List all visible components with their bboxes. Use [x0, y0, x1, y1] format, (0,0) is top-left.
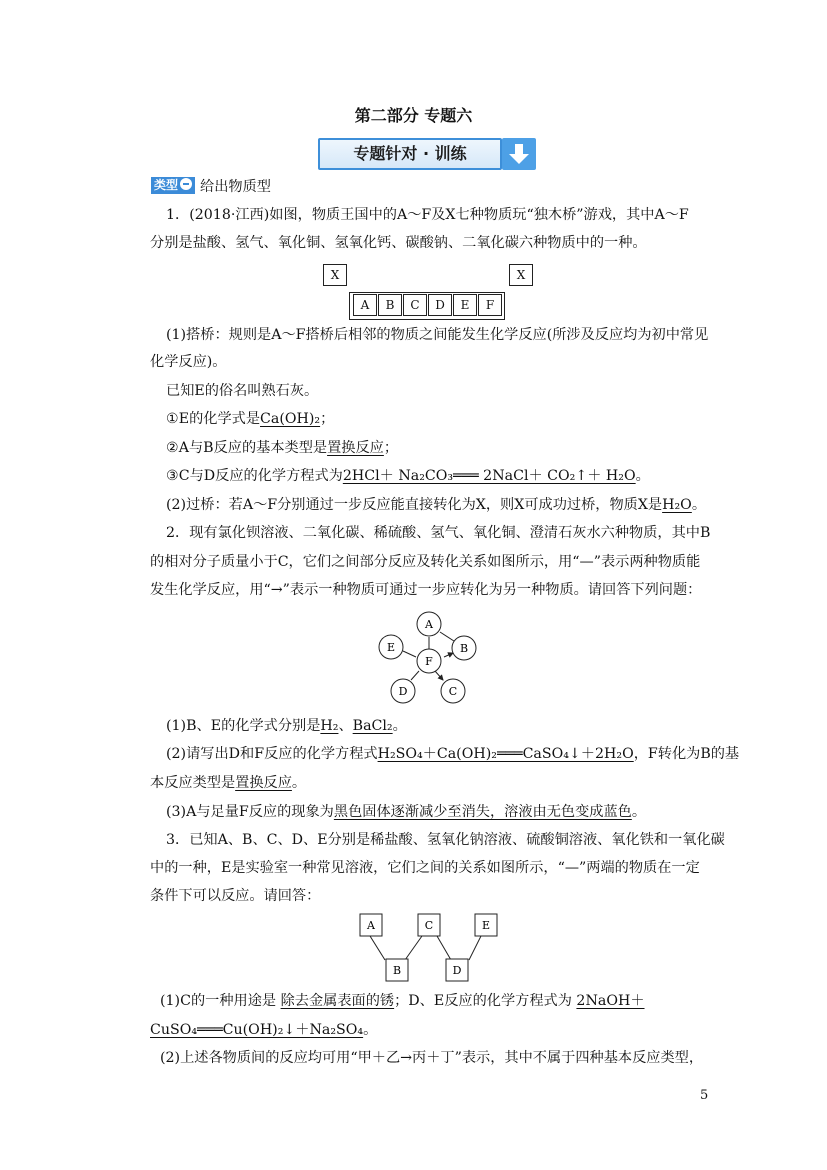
q2-answer3-punct: 。	[631, 804, 647, 820]
q1-part2-prompt: (2)过桥：若A～F分别通过一步反应能直接转化为X，则X可成功过桥，物质X是	[166, 497, 663, 513]
q1-sub1	[166, 408, 334, 430]
node-e-label: E	[386, 641, 396, 654]
bridge-box-d: D	[428, 294, 452, 316]
q1-sub2-prompt: ②A与B反应的基本类型是	[166, 440, 328, 456]
node-d-label: D	[398, 685, 408, 698]
bridge-box-f: F	[478, 294, 502, 316]
q2-answer2-type: 置换反应	[235, 775, 292, 791]
page-number: 5	[700, 1088, 709, 1103]
node-d-label: D	[452, 964, 462, 977]
q1-sub3	[166, 465, 650, 487]
q2-answer3-prompt: (3)A与足量F反应的现象为	[166, 804, 334, 820]
q1-part2-answer: H₂O	[662, 497, 692, 513]
bridge-x-left: X	[323, 264, 347, 286]
type-badge	[151, 177, 195, 194]
node-c-label: C	[424, 919, 434, 932]
edge-f-d	[411, 671, 419, 680]
q3-answer1	[160, 990, 645, 1012]
node-a-label: A	[425, 618, 433, 631]
relation-diagram	[370, 605, 490, 705]
q1-sub2	[166, 437, 398, 459]
node-b-label: B	[459, 642, 469, 655]
q1-sub2-punct: ；	[383, 440, 399, 456]
q2-answer2-equation: H₂SO₄＋Ca(OH)₂═══CaSO₄↓＋2H₂O	[377, 746, 634, 762]
q2-answer2-line2	[150, 772, 306, 794]
type-badge-label: 类型	[154, 178, 179, 192]
page-title: 第二部分 专题六	[354, 106, 473, 125]
q2-answer2-line2-punct: 。	[291, 775, 307, 791]
q3-line2: 中的一种，E是实验室一种常见溶液，它们之间的关系如图所示，“—”两端的物质在一定	[150, 860, 700, 876]
q2-answer1-e: BaCl₂	[352, 718, 393, 734]
q2-answer1-sep: 、	[338, 718, 353, 734]
q1-sub1-punct: ；	[320, 411, 335, 427]
q2-answer1-b: H₂	[320, 718, 339, 734]
q2-answer1-punct: 。	[392, 718, 407, 734]
edge-c-d	[437, 936, 451, 960]
edge-d-e	[469, 936, 481, 960]
q1-sub2-answer: 置换反应	[327, 440, 384, 456]
q1-sub3-punct: 。	[635, 468, 650, 484]
q3-answer1-mid: ；D、E反应的化学方程式为	[394, 993, 572, 1009]
bridge-box-e: E	[453, 294, 477, 316]
banner-label: 专题针对 · 训练	[318, 138, 502, 170]
edge-e-f	[403, 651, 416, 657]
q2-line1: 2．现有氯化钡溶液、二氧化碳、稀硫酸、氢气、氧化铜、澄清石灰水六种物质，其中B	[166, 525, 711, 541]
edge-f-b	[444, 653, 453, 657]
bridge-box-c: C	[403, 294, 427, 316]
q1-part2-punct: 。	[691, 497, 707, 513]
q3-answer1-line2	[150, 1019, 377, 1041]
bridge-x-right: X	[509, 264, 533, 286]
q3-answer1-eq-end: CuSO₄═══Cu(OH)₂↓＋Na₂SO₄	[150, 1022, 364, 1038]
q2-answer2-prompt: (2)请写出D和F反应的化学方程式	[166, 746, 378, 762]
bridge-box-a: A	[353, 294, 377, 316]
q3-answer1-use: 除去金属表面的锈	[280, 993, 395, 1009]
q3-line1: 3．已知A、B、C、D、E分别是稀盐酸、氢氧化钠溶液、硫酸铜溶液、氧化铁和一氧化碳	[166, 832, 725, 848]
node-a-label: A	[367, 919, 375, 932]
type-one-icon	[180, 178, 192, 190]
q2-answer1-prompt: (1)B、E的化学式分别是	[166, 718, 321, 734]
section-banner	[318, 138, 538, 168]
edge-b-c	[405, 936, 422, 960]
node-f-label: F	[425, 655, 433, 668]
type-title: 给出物质型	[200, 179, 271, 195]
q2-answer2-line2-prompt: 本反应类型是	[150, 775, 236, 791]
q2-line3: 发生化学反应，用“→”表示一种物质可通过一步应转化为另一种物质。请回答下列问题：	[150, 582, 702, 598]
q2-answer1	[166, 715, 407, 737]
q3-answer2: (2)上述各物质间的反应均可用“甲＋乙→丙＋丁”表示，其中不属于四种基本反应类型，	[160, 1050, 704, 1066]
q2-answer2-tail: ，F转化为B的基	[633, 746, 740, 762]
q3-answer1-prompt: (1)C的一种用途是	[160, 993, 277, 1009]
q1-known: 已知E的俗名叫熟石灰。	[166, 383, 319, 399]
reaction-chain-diagram	[355, 910, 505, 985]
edge-f-c	[435, 671, 443, 680]
q3-answer1-eq-start: 2NaOH＋	[576, 993, 645, 1009]
q1-sub3-prompt: ③C与D反应的化学方程式为	[166, 468, 343, 484]
q3-answer1-line2-punct: 。	[363, 1022, 378, 1038]
q1-line2: 分别是盐酸、氢气、氧化铜、氢氧化钙、碳酸钠、二氧化碳六种物质中的一种。	[150, 235, 647, 251]
q2-answer2	[166, 743, 739, 765]
q1-part1-line1: (1)搭桥：规则是A～F搭桥后相邻的物质之间能发生化学反应(所涉及反应均为初中常见	[166, 327, 709, 343]
bridge-box-b: B	[378, 294, 402, 316]
q2-line2: 的相对分子质量小于C，它们之间部分反应及转化关系如图所示，用“—”表示两种物质能	[150, 554, 701, 570]
q1-sub1-prompt: ①E的化学式是	[166, 411, 261, 427]
down-arrow-icon	[502, 138, 536, 170]
q3-line3: 条件下可以反应。请回答：	[150, 888, 321, 904]
q1-part2	[166, 494, 706, 516]
edge-a-b	[370, 936, 385, 960]
node-c-label: C	[448, 685, 458, 698]
q1-line1: 1．(2018·江西)如图，物质王国中的A～F及X七种物质玩“独木桥”游戏，其中A～F	[166, 207, 689, 223]
node-b-label: B	[392, 964, 402, 977]
q2-answer3	[166, 801, 646, 823]
q2-answer3-answer: 黑色固体逐渐减少至消失，溶液由无色变成蓝色	[333, 804, 632, 820]
q1-sub1-answer: Ca(OH)₂	[260, 411, 321, 427]
q1-sub3-answer: 2HCl＋ Na₂CO₃═══ 2NaCl＋ CO₂↑＋ H₂O	[342, 468, 636, 484]
node-e-label: E	[481, 919, 491, 932]
q1-part1-line2: 化学反应)。	[150, 354, 227, 370]
